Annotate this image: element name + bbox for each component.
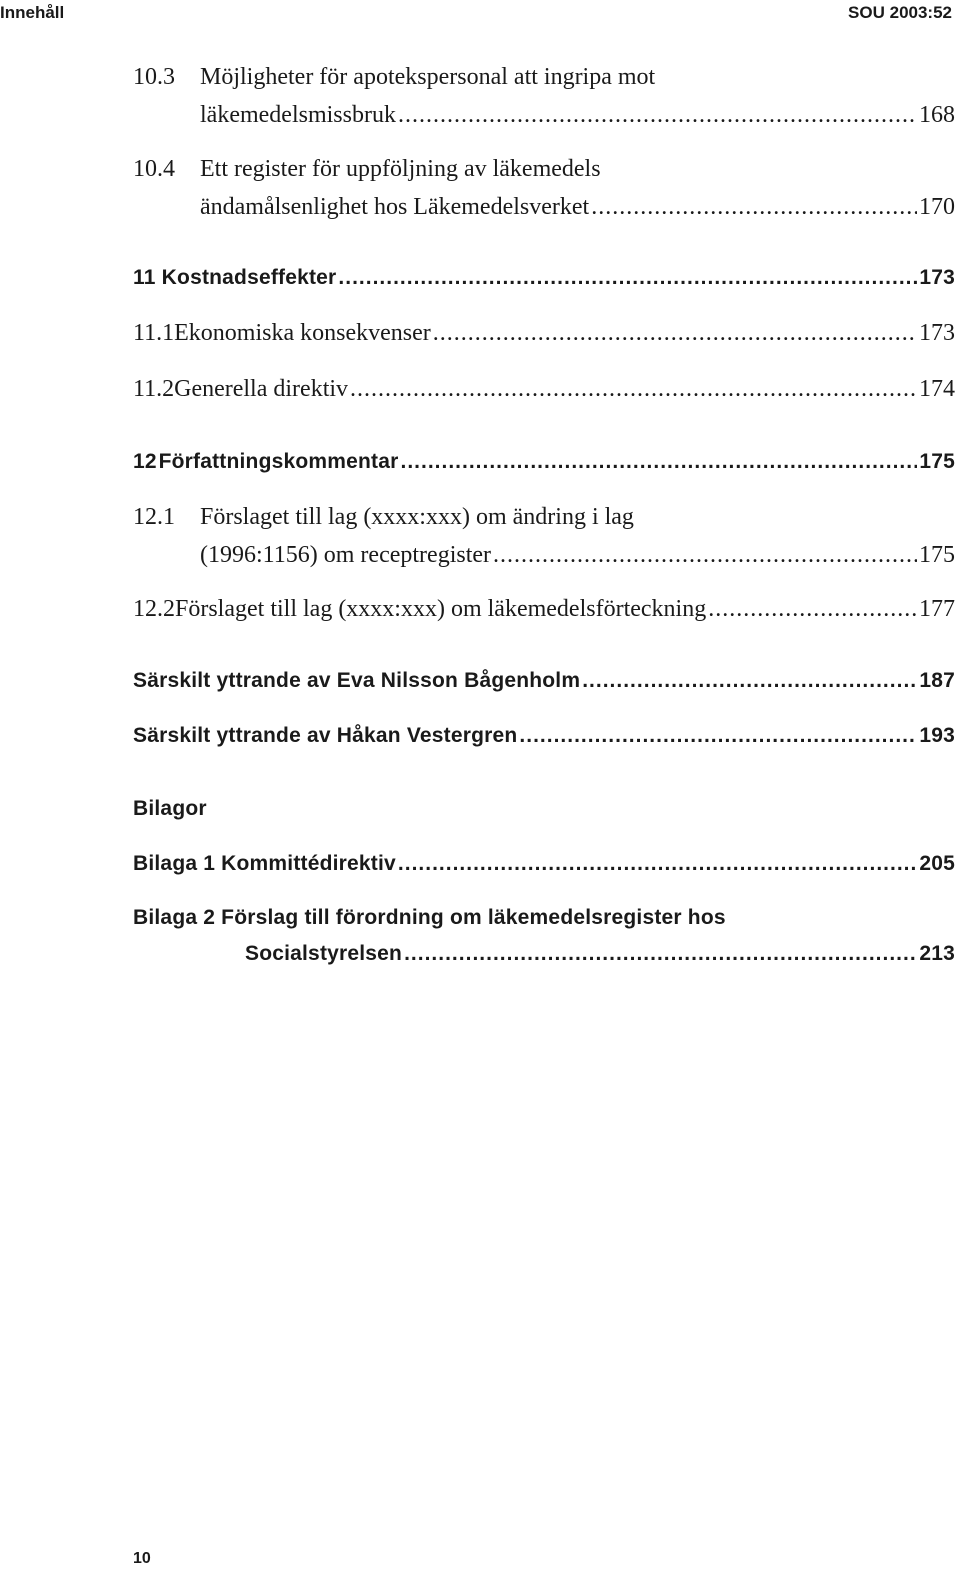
toc-number: 10.3	[133, 64, 175, 90]
leader-dots	[708, 590, 917, 628]
toc-number: 11.2	[133, 376, 175, 402]
toc-page: 168	[919, 102, 955, 128]
leader-dots	[350, 370, 917, 408]
leader-dots	[591, 188, 917, 226]
toc-number: 11.1	[133, 320, 175, 346]
toc-title-cont: Socialstyrelsen	[245, 942, 403, 965]
leader-dots	[493, 536, 917, 574]
toc-number: 11	[133, 266, 156, 289]
leader-dots	[398, 96, 917, 134]
header-section-name: Innehåll	[0, 3, 65, 22]
toc-entry-11-2[interactable]	[133, 370, 955, 408]
toc-number: 12.2	[133, 596, 175, 622]
toc-page: 193	[919, 724, 955, 747]
toc-title-cont: (1996:1156) om receptregister	[200, 542, 492, 568]
toc-page: 205	[919, 852, 955, 875]
toc-title: Generella direktiv	[174, 376, 349, 402]
toc-appendices-heading	[133, 790, 955, 828]
toc-number: 10.4	[133, 156, 175, 182]
toc-page: 187	[919, 669, 955, 692]
toc-statement-nilsson-bagenholm[interactable]	[133, 662, 955, 700]
toc-entry-10-3[interactable]	[133, 58, 955, 134]
toc-page: 170	[919, 194, 955, 220]
toc-title: Ett register för uppföljning av läkemedels	[200, 156, 601, 182]
toc-title-cont: ändamålsenlighet hos Läkemedelsverket	[200, 194, 590, 220]
toc-appendix-2[interactable]	[133, 899, 955, 973]
toc-title: Särskilt yttrande av Eva Nilsson Bågenholm	[133, 669, 581, 692]
toc-page: 175	[919, 542, 955, 568]
toc-title: Bilaga 2 Förslag till förordning om läkemedelsregister hos	[133, 906, 726, 929]
leader-dots	[338, 259, 917, 297]
toc-page: 173	[919, 266, 955, 289]
toc-page: 174	[919, 376, 955, 402]
toc-number: 12	[133, 450, 157, 473]
header-report-id: SOU 2003:52	[848, 3, 952, 22]
toc-page: 213	[919, 942, 955, 965]
toc-title: Särskilt yttrande av Håkan Vestergren	[133, 724, 518, 747]
leader-dots	[433, 314, 917, 352]
toc-page: 173	[919, 320, 955, 346]
page-header	[0, 0, 960, 30]
toc-title-cont: läkemedelsmissbruk	[200, 102, 396, 128]
leader-dots	[404, 935, 917, 973]
toc-title: Möjligheter för apotekspersonal att ingripa mot	[200, 64, 656, 90]
leader-dots	[400, 443, 917, 481]
toc-title: Förslaget till lag (xxxx:xxx) om ändring i lag	[200, 504, 634, 530]
leader-dots	[519, 717, 917, 755]
toc-title: Förslaget till lag (xxxx:xxx) om läkemedelsförteckning	[175, 596, 707, 622]
toc-title: Kostnadseffekter	[161, 266, 337, 289]
toc-appendix-1[interactable]	[133, 845, 955, 883]
toc-page: 177	[919, 596, 955, 622]
toc-entry-12-2[interactable]	[133, 590, 955, 628]
toc-title: Bilagor	[133, 797, 207, 820]
toc-page: 175	[919, 450, 955, 473]
toc-entry-11-1[interactable]	[133, 314, 955, 352]
toc-entry-12-1[interactable]	[133, 498, 955, 574]
toc-chapter-11[interactable]	[133, 259, 955, 297]
page-number: 10	[133, 1550, 151, 1567]
toc-entry-10-4[interactable]	[133, 150, 955, 226]
toc-title: Bilaga 1 Kommittédirektiv	[133, 852, 396, 875]
toc-number: 12.1	[133, 504, 175, 530]
leader-dots	[582, 662, 917, 700]
toc-chapter-12[interactable]	[133, 443, 955, 481]
toc-title: Författningskommentar	[158, 450, 399, 473]
toc-statement-vestergren[interactable]	[133, 717, 955, 755]
leader-dots	[398, 845, 917, 883]
toc-title: Ekonomiska konsekvenser	[174, 320, 431, 346]
